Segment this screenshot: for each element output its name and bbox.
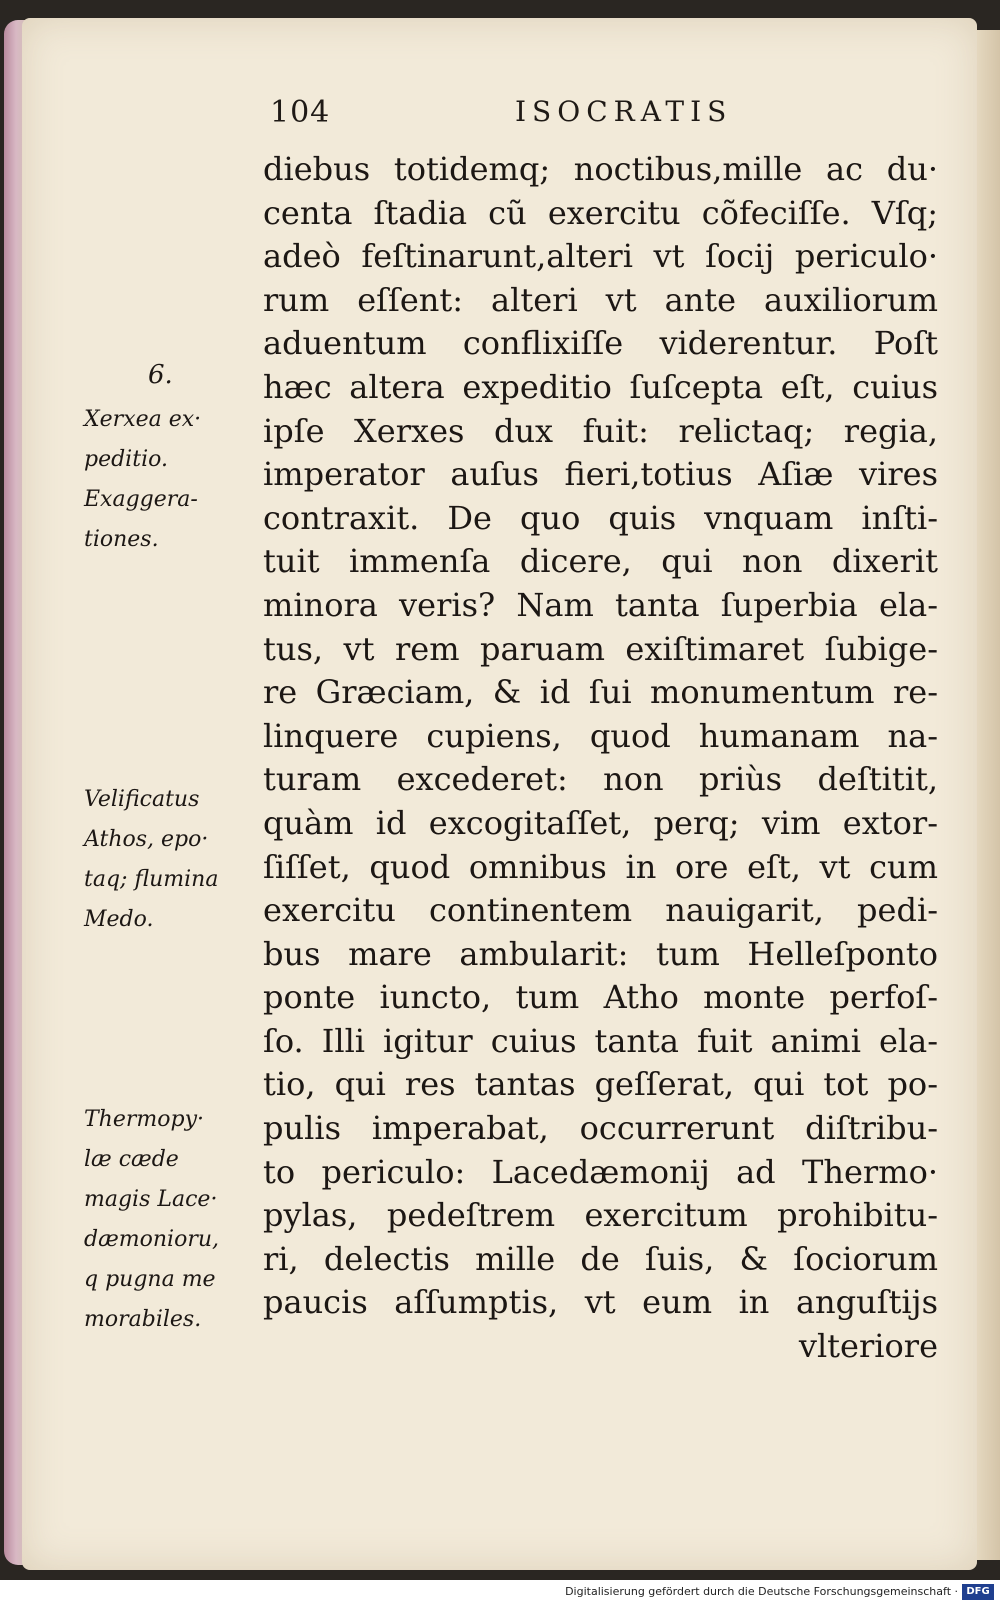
text-line: adeò feſtinarunt,alteri vt ſocij periculo· <box>263 237 938 276</box>
footer-credit: Digitalisierung gefördert durch die Deutsche Forschungsgemeinschaft · <box>565 1585 958 1598</box>
running-title: ISOCRATIS <box>515 95 733 128</box>
catchword: vlteriore <box>798 1327 938 1366</box>
text-line: tus, vt rem paruam exiſtimaret ſubige- <box>263 629 938 668</box>
text-line: imperator auſus fieri,totius Aſiæ vires <box>263 455 938 494</box>
margin-note-line: Exaggera- <box>84 487 198 512</box>
text-line: tuit immenſa dicere, qui non dixerit <box>263 542 938 581</box>
margin-note-line: morabiles. <box>84 1307 202 1332</box>
text-line: ri, delectis mille de ſuis, & ſociorum <box>263 1239 938 1278</box>
text-line: ponte iuncto, tum Atho monte perfoſ- <box>263 978 938 1017</box>
text-line: rum eſſent: alteri vt ante auxiliorum <box>263 280 938 319</box>
text-line: diebus totidemq; noctibus,mille ac du· <box>263 150 938 188</box>
margin-note-athos <box>84 780 254 940</box>
margin-note-xerxes <box>84 400 254 560</box>
text-line: tio, qui res tantas geſſerat, qui tot po- <box>263 1065 938 1104</box>
text-line: hæc altera expeditio ſuſcepta eſt, cuius <box>263 367 938 406</box>
text-line: ipſe Xerxes dux fuit: relictaq; regia, <box>263 411 938 450</box>
text-line: re Græciam, & id ſui monumentum re- <box>263 673 938 712</box>
margin-note-thermopylae <box>84 1100 254 1340</box>
text-line: centa ſtadia cũ exercitu cõfeciſſe. Vſq; <box>263 193 938 232</box>
margin-note-line: Xerxea ex· <box>84 407 202 432</box>
text-line: paucis aſſumptis, vt eum in anguſtijs <box>263 1283 938 1322</box>
text-line: pylas, pedeſtrem exercitum prohibitu- <box>263 1196 938 1235</box>
text-line: pulis imperabat, occurrerunt diſtribu- <box>263 1109 938 1148</box>
text-line: linquere cupiens, quod humanam na- <box>263 716 938 755</box>
margin-note-line: Velificatus <box>84 787 200 812</box>
margin-note-line: magis Lace· <box>84 1187 218 1212</box>
margin-note-line: Medo. <box>84 907 154 932</box>
margin-note-line: tiones. <box>84 527 159 552</box>
text-line: minora veris? Nam tanta ſuperbia ela- <box>263 585 938 624</box>
text-line: contraxit. De quo quis vnquam inſti- <box>263 498 938 537</box>
margin-note-line: taq; flumina <box>84 867 219 892</box>
text-line: bus mare ambularit: tum Helleſponto <box>263 934 938 973</box>
margin-note-line: Thermopy· <box>84 1107 204 1132</box>
margin-note-line: dæmonioru, <box>84 1227 219 1252</box>
text-line: aduentum confliхiſſe viderentur. Poſt <box>263 324 938 363</box>
page-number: 104 <box>270 95 331 130</box>
body-text <box>263 148 938 1369</box>
dfg-logo: DFG <box>962 1584 994 1600</box>
page-header <box>260 95 800 135</box>
margin-note-line: læ cæde <box>84 1147 179 1172</box>
text-line: to periculo: Lacedæmonij ad Thermo· <box>263 1152 938 1191</box>
text-line: ſo. Illi igitur cuius tanta fuit animi ela- <box>263 1021 938 1060</box>
text-line: turam excederet: non priùs deſtitit, <box>263 760 938 799</box>
margin-note-line: peditio. <box>84 447 168 472</box>
text-line: quàm id excogitaſſet, perq; vim extor- <box>263 803 938 842</box>
footer <box>0 1580 1000 1607</box>
text-line: ſiſſet, quod omnibus in ore eſt, vt cum <box>263 847 938 886</box>
text-line: exercitu continentem nauigarit, pedi- <box>263 891 938 930</box>
margin-note-line: q pugna me <box>84 1267 216 1292</box>
margin-note-line: Athos, epo· <box>84 827 209 852</box>
section-number: 6. <box>148 360 173 390</box>
